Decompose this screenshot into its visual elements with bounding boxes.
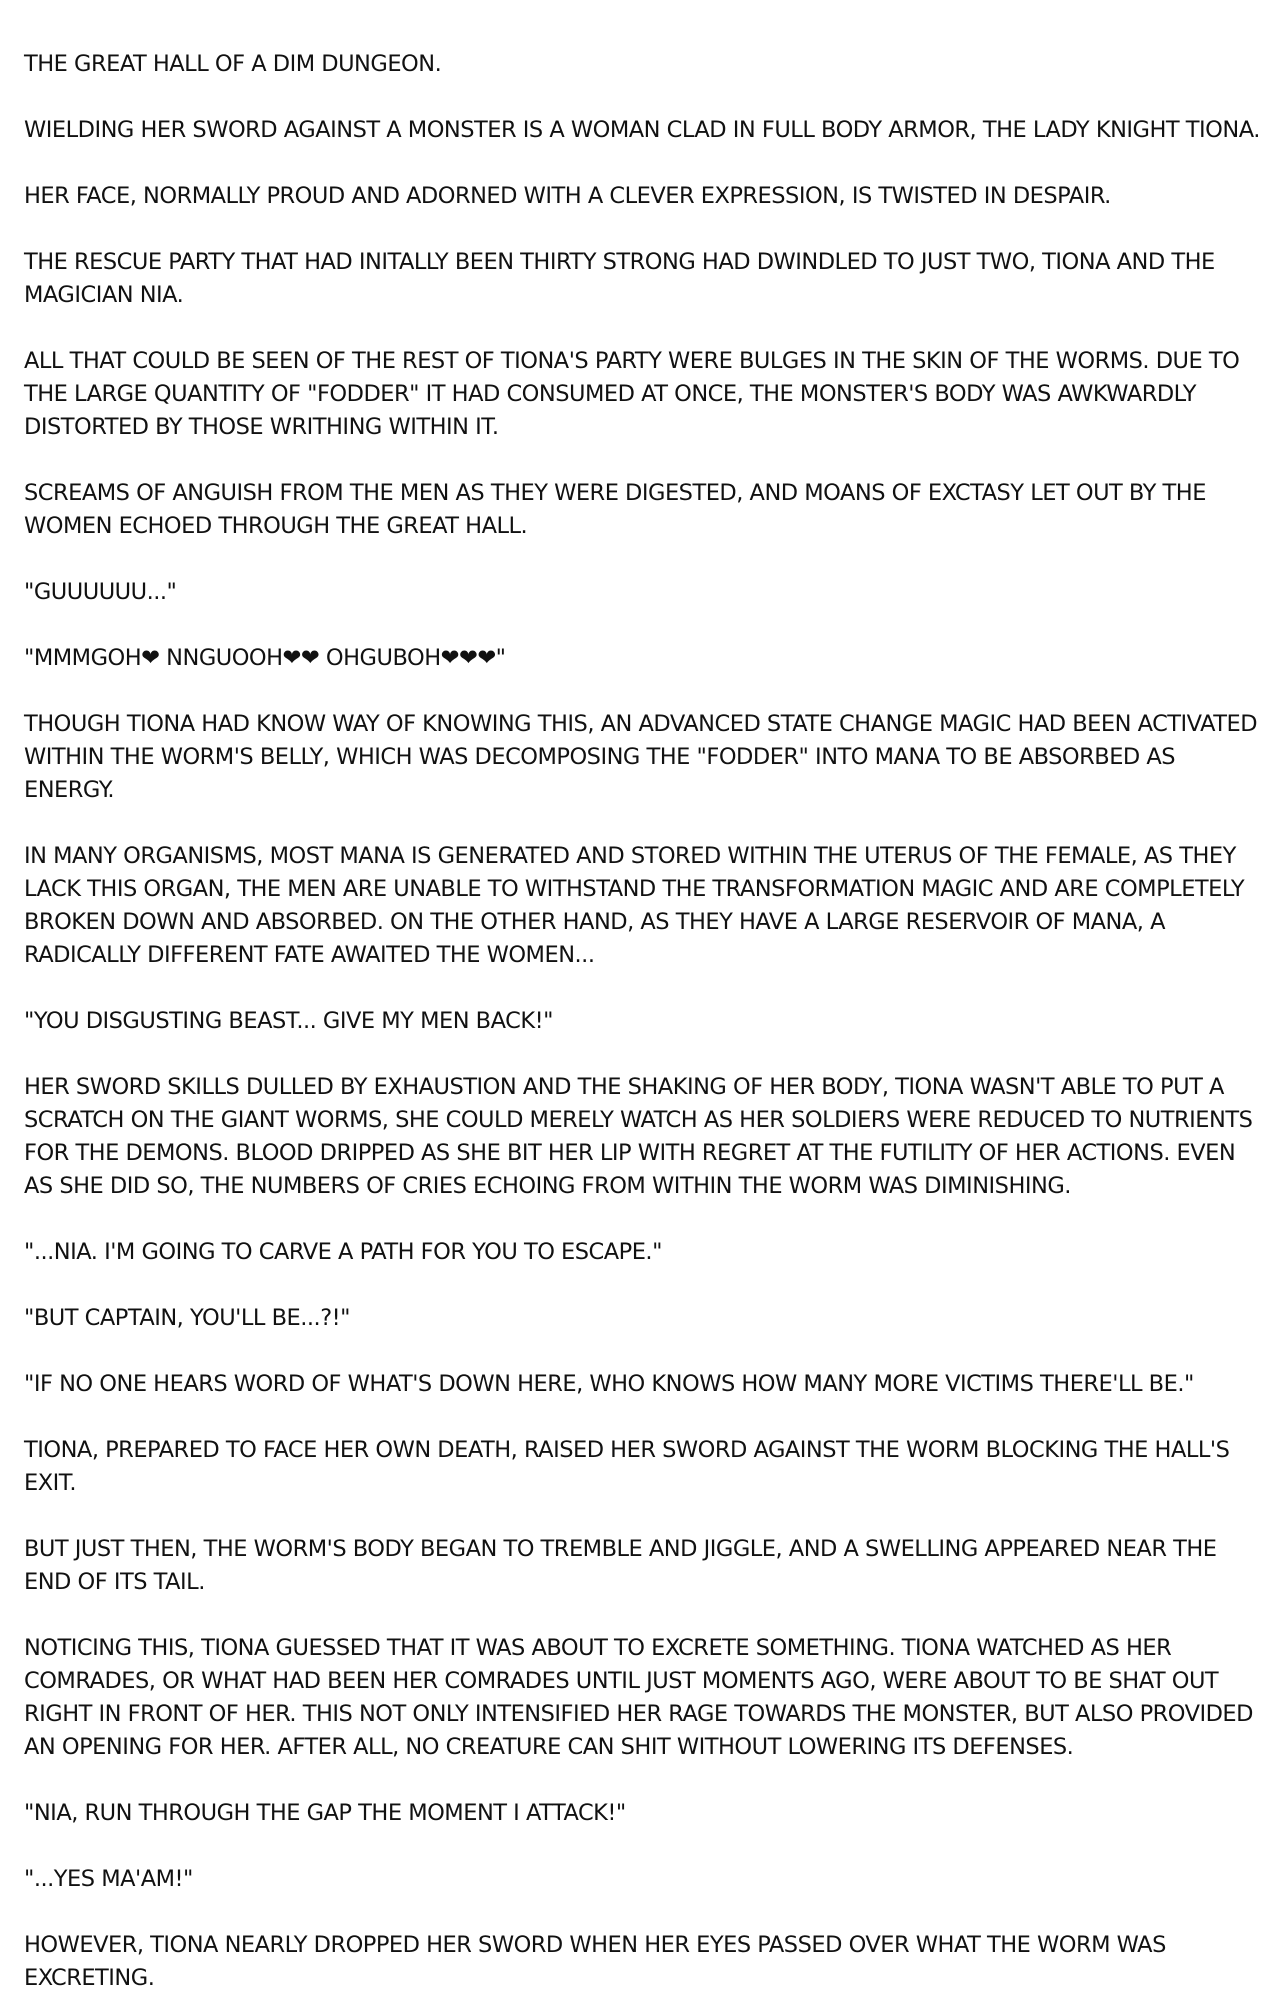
paragraph: "YOU DISGUSTING BEAST... GIVE MY MEN BACK!"	[24, 1008, 553, 1034]
paragraph: "MMMGOH❤ NNGUOOH❤❤ OHGUBOH❤❤❤"	[24, 645, 506, 671]
paragraph: WIELDING HER SWORD AGAINST A MONSTER IS A WOMAN CLAD IN FULL BODY ARMOR, THE LADY KNIGHT TIONA.	[24, 117, 1260, 143]
paragraph: "...NIA. I'M GOING TO CARVE A PATH FOR YOU TO ESCAPE."	[24, 1239, 662, 1265]
paragraph: NOTICING THIS, TIONA GUESSED THAT IT WAS ABOUT TO EXCRETE SOMETHING. TIONA WATCHED AS HER COMRADES, OR WHAT HAD BEEN HER COMRADES UNTIL JUST MOMENTS AGO, WERE ABOUT TO BE SHAT OUT RIGHT IN FRONT OF HER. THIS NOT ONLY INTENSIFIED HER RAGE TOWARDS THE MONSTER, BUT ALSO PROVIDED AN OPENING FOR HER. AFTER ALL, NO CREATURE CAN SHIT WITHOUT LOWERING ITS DEFENSES.	[24, 1635, 1253, 1760]
paragraph: THE GREAT HALL OF A DIM DUNGEON.	[24, 51, 442, 77]
paragraph: ALL THAT COULD BE SEEN OF THE REST OF TIONA'S PARTY WERE BULGES IN THE SKIN OF THE WORMS. DUE TO THE LARGE QUANTITY OF "FODDER" IT HAD CONSUMED AT ONCE, THE MONSTER'S BODY WAS AWKWARDLY DISTORTED BY THOSE WRITHING WITHIN IT.	[24, 348, 1240, 440]
paragraph: SCREAMS OF ANGUISH FROM THE MEN AS THEY WERE DIGESTED, AND MOANS OF EXCTASY LET OUT BY THE WOMEN ECHOED THROUGH THE GREAT HALL.	[24, 480, 1206, 539]
paragraph: "NIA, RUN THROUGH THE GAP THE MOMENT I ATTACK!"	[24, 1800, 626, 1826]
paragraph: HOWEVER, TIONA NEARLY DROPPED HER SWORD WHEN HER EYES PASSED OVER WHAT THE WORM WAS EXCRETING.	[24, 1932, 1166, 1991]
paragraph: "BUT CAPTAIN, YOU'LL BE...?!"	[24, 1305, 350, 1331]
paragraph: "IF NO ONE HEARS WORD OF WHAT'S DOWN HERE, WHO KNOWS HOW MANY MORE VICTIMS THERE'LL BE."	[24, 1371, 1194, 1397]
paragraph: "GUUUUUU..."	[24, 579, 177, 605]
paragraph: IN MANY ORGANISMS, MOST MANA IS GENERATED AND STORED WITHIN THE UTERUS OF THE FEMALE, AS THEY LACK THIS ORGAN, THE MEN ARE UNABLE TO WITHSTAND THE TRANSFORMATION MAGIC AND ARE COMPLETELY BROKEN DOWN AND ABSORBED. ON THE OTHER HAND, AS THEY HAVE A LARGE RESERVOIR OF MANA, A RADICALLY DIFFERENT FATE AWAITED THE WOMEN...	[24, 843, 1245, 968]
paragraph: TIONA, PREPARED TO FACE HER OWN DEATH, RAISED HER SWORD AGAINST THE WORM BLOCKING THE HALL'S EXIT.	[24, 1437, 1230, 1496]
paragraph: "...YES MA'AM!"	[24, 1866, 193, 1892]
paragraph: HER FACE, NORMALLY PROUD AND ADORNED WITH A CLEVER EXPRESSION, IS TWISTED IN DESPAIR.	[24, 183, 1111, 209]
paragraph: THE RESCUE PARTY THAT HAD INITALLY BEEN THIRTY STRONG HAD DWINDLED TO JUST TWO, TIONA AND THE MAGICIAN NIA.	[24, 249, 1215, 308]
paragraph: THOUGH TIONA HAD KNOW WAY OF KNOWING THIS, AN ADVANCED STATE CHANGE MAGIC HAD BEEN ACTIVATED WITHIN THE WORM'S BELLY, WHICH WAS DECOMPOSING THE "FODDER" INTO MANA TO BE ABSORBED AS ENERGY.	[24, 711, 1258, 803]
story-text	[24, 48, 1260, 1995]
paragraph: HER SWORD SKILLS DULLED BY EXHAUSTION AND THE SHAKING OF HER BODY, TIONA WASN'T ABLE TO PUT A SCRATCH ON THE GIANT WORMS, SHE COULD MERELY WATCH AS HER SOLDIERS WERE REDUCED TO NUTRIENTS FOR THE DEMONS. BLOOD DRIPPED AS SHE BIT HER LIP WITH REGRET AT THE FUTILITY OF HER ACTIONS. EVEN AS SHE DID SO, THE NUMBERS OF CRIES ECHOING FROM WITHIN THE WORM WAS DIMINISHING.	[24, 1074, 1253, 1199]
paragraph: BUT JUST THEN, THE WORM'S BODY BEGAN TO TREMBLE AND JIGGLE, AND A SWELLING APPEARED NEAR THE END OF ITS TAIL.	[24, 1536, 1217, 1595]
